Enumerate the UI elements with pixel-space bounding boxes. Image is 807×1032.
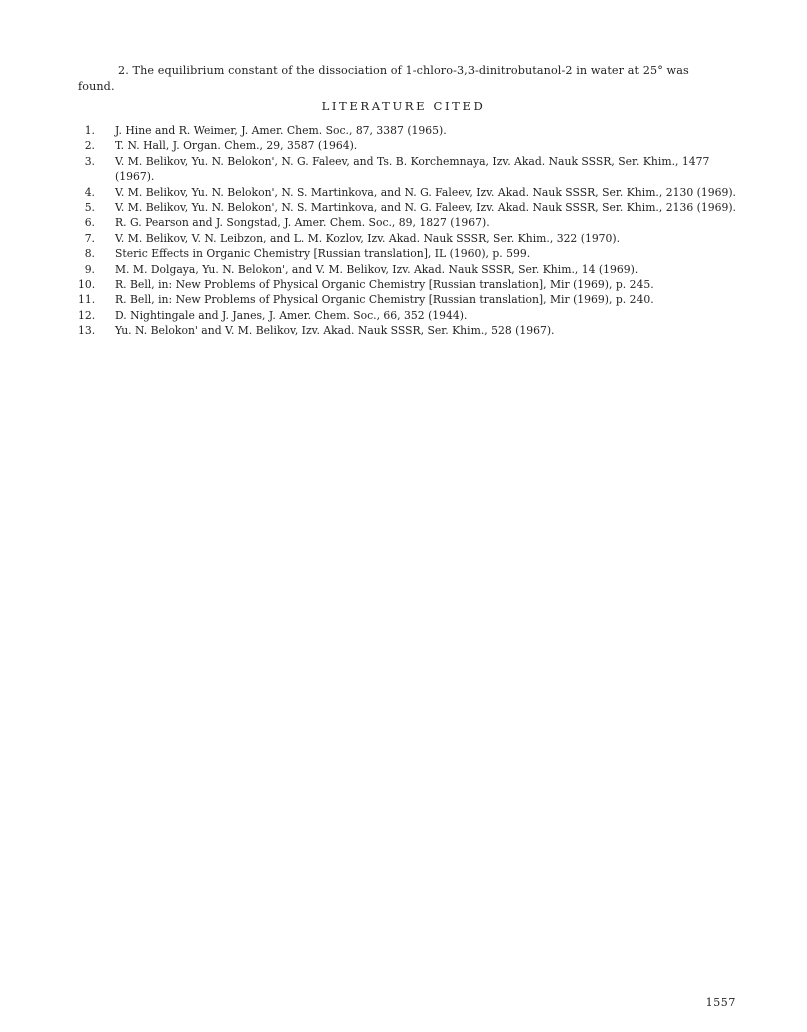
reference-number: 8.: [84, 247, 95, 261]
reference-number: 5.: [84, 201, 95, 215]
reference-number: 9.: [84, 262, 95, 276]
reference-item: [78, 262, 738, 277]
literature-cited-heading: LITERATURE CITED: [321, 99, 486, 113]
reference-item: [78, 277, 738, 292]
reference-text: R. Bell, in: New Problems of Physical Organic Chemistry [Russian translation], Mir (1969), p. 240.: [115, 293, 654, 307]
reference-text: Steric Effects in Organic Chemistry [Russian translation], IL (1960), p. 599.: [115, 247, 531, 261]
reference-text: T. N. Hall, J. Organ. Chem., 29, 3587 (1964).: [115, 139, 358, 153]
references-list: [78, 123, 738, 339]
reference-text: V. M. Belikov, Yu. N. Belokon', N. S. Martinkova, and N. G. Faleev, Izv. Akad. Nauk SSSR, Ser. Khim., 2136 (1969).: [115, 201, 736, 215]
reference-item: [78, 231, 738, 246]
reference-item: [78, 246, 738, 261]
reference-text: V. M. Belikov, Yu. N. Belokon', N. S. Martinkova, and N. G. Faleev, Izv. Akad. Nauk SSSR, Ser. Khim., 2130 (1969).: [115, 185, 736, 199]
reference-number: 1.: [84, 124, 95, 137]
reference-text: V. M. Belikov, Yu. N. Belokon', N. G. Faleev, and Ts. B. Korchemnaya, Izv. Akad. Nauk SSSR, Ser. Khim., 1477 (1967).: [115, 154, 710, 184]
reference-number: 2.: [84, 139, 95, 153]
reference-number: 7.: [84, 231, 95, 245]
reference-number: 11.: [78, 293, 96, 307]
reference-number: 12.: [78, 308, 96, 322]
reference-text: V. M. Belikov, V. N. Leibzon, and L. M. Kozlov, Izv. Akad. Nauk SSSR, Ser. Khim., 322 (1970).: [115, 231, 621, 245]
reference-item: [78, 308, 738, 323]
reference-number: 13.: [78, 324, 96, 338]
reference-text: R. G. Pearson and J. Songstad, J. Amer. Chem. Soc., 89, 1827 (1967).: [115, 216, 490, 230]
reference-text: J. Hine and R. Weimer, J. Amer. Chem. Soc., 87, 3387 (1965).: [115, 124, 447, 137]
reference-item: [78, 185, 738, 200]
reference-number: 6.: [84, 216, 95, 230]
reference-number: 3.: [84, 154, 95, 168]
reference-text: R. Bell, in: New Problems of Physical Organic Chemistry [Russian translation], Mir (1969), p. 245.: [115, 278, 654, 292]
reference-item: [78, 323, 738, 338]
reference-item: [78, 123, 738, 138]
reference-item: [78, 154, 738, 185]
reference-item: [78, 138, 738, 153]
reference-item: [78, 215, 738, 230]
reference-text: Yu. N. Belokon' and V. M. Belikov, Izv. Akad. Nauk SSSR, Ser. Khim., 528 (1967).: [115, 324, 555, 338]
reference-text: D. Nightingale and J. Janes, J. Amer. Chem. Soc., 66, 352 (1944).: [115, 308, 468, 322]
reference-number: 4.: [84, 185, 95, 199]
page-number: 1557: [705, 996, 736, 1009]
reference-text: M. M. Dolgaya, Yu. N. Belokon', and V. M. Belikov, Izv. Akad. Nauk SSSR, Ser. Khim., 14 (1969).: [115, 262, 639, 276]
reference-number: 10.: [78, 278, 96, 292]
conclusion-paragraph: 2. The equilibrium constant of the dissociation of 1-chloro-3,3-dinitrobutanol-2 in water at 25° was found.: [78, 64, 689, 94]
reference-item: [78, 292, 738, 307]
reference-item: [78, 200, 738, 215]
